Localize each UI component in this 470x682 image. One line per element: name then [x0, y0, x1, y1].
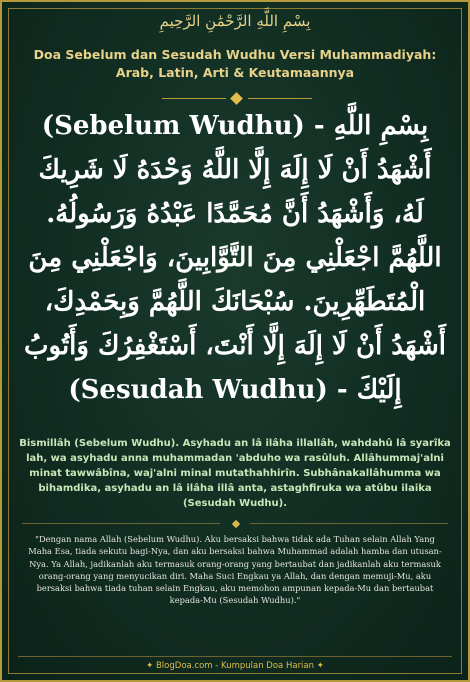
- translation-text: "Dengan nama Allah (Sebelum Wudhu). Aku bersaksi bahwa tidak ada Tuhan selain Allah Yang Maha Esa, tiada sekutu bagi-Nya, dan aku bersaksi bahwa Muhammad adalah hamba dan utusan-Nya. Ya Allah, jadikanlah aku termasuk orang-orang yang bertaubat dan jadikanlah aku termasuk orang-orang yang menyucikan diri. Maha Suci Engkau ya Allah, dan dengan memuji-Mu, aku bersaksi bahwa tiada tuhan selain Engkau, aku memohon ampunan kepada-Mu dan bertaubat kepada-Mu (Sesudah Wudhu).": [28, 534, 442, 606]
- diamond-ornament-icon: [232, 520, 240, 528]
- arabic-prayer-text: بِسْمِ اللَّهِ - (Sebelum Wudhu) أَشْهَدُ أَنْ لَا إِلَهَ إِلَّا اللَّهُ وَحْدَهُ لَا شَرِيكَ لَهُ، وَأَشْهَدُ أَنَّ مُحَمَّدًا عَبْدُهُ وَرَسُولُهُ. اللَّهُمَّ اجْعَلْنِي مِنَ التَّوَّابِينَ، وَاجْعَلْنِي مِنَ الْمُتَطَهِّرِينَ. سُبْحَانَكَ اللَّهُمَّ وَبِحَمْدِكَ، أَشْهَدُ أَنْ لَا إِلَهَ إِلَّا أَنْتَ، أَسْتَغْفِرُكَ وَأَتُوبُ إِلَيْكَ - (Sesudah Wudhu): [24, 111, 446, 405]
- latin-transliteration: Bismillâh (Sebelum Wudhu). Asyhadu an lâ ilâha illallâh, wahdahû lâ syarîka lah, wa asyhadu anna muhammadan 'abduho wa rasûluh. Allâhummaj'alni minat tawwâbîna, waj'alni minal mutathahhirîn. Subhânakallâhumma wa bihamdika, asyhadu an lâ ilâha illâ anta, astaghfiruka wa atûbu ilaika (Sesudah Wudhu).: [19, 438, 451, 509]
- section-divider: [22, 521, 448, 527]
- footer-divider: [18, 656, 452, 657]
- footer-credit: ✦ BlogDoa.com - Kumpulan Doa Harian ✦: [146, 661, 324, 671]
- page-title: Doa Sebelum dan Sesudah Wudhu Versi Muhammadiyah: Arab, Latin, Arti & Keutamaannya: [33, 47, 437, 80]
- title-divider: [162, 94, 312, 104]
- diamond-ornament-icon: [230, 92, 243, 105]
- basmalah-heading: بِسْمِ اللَّهِ الرَّحْمَٰنِ الرَّحِيمِ: [159, 12, 311, 30]
